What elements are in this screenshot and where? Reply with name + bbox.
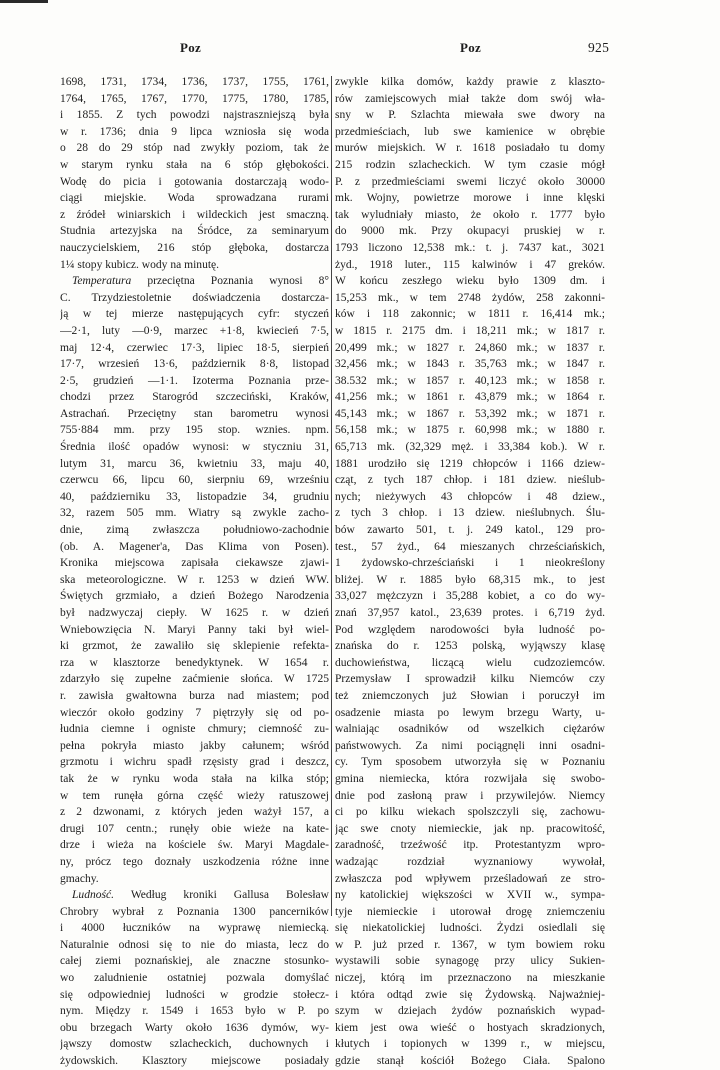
line-text: niczej, którą im przeznaczono na mieszkanie: [335, 972, 605, 985]
text-line: [60, 705, 329, 722]
line-text: sny w P. Szlachta miewała swe dwory na: [335, 109, 605, 122]
line-text: grzmotu i wichru spadł rzęsisty grad i deszcz,: [60, 756, 329, 769]
text-line: [60, 190, 329, 207]
text-line: [60, 273, 329, 290]
text-line: [60, 223, 329, 240]
text-line: [60, 937, 329, 954]
text-line: [335, 1020, 605, 1037]
line-text: cząt, z tych 187 chłop. i 181 dziew. nieślub-: [335, 474, 605, 487]
text-line: [60, 422, 329, 439]
line-text: w 1815 r. 2175 dm. i 18,211 mk.; w 1817 r.: [335, 324, 605, 337]
text-line: [335, 754, 605, 771]
line-text: osadzenie miasta po lewym brzegu Warty, u-: [335, 706, 605, 719]
line-text: P. z przedmieściami swemi liczyć około 30000: [335, 175, 605, 188]
text-line: [335, 655, 605, 672]
text-line: [335, 456, 605, 473]
text-line: [335, 987, 605, 1004]
line-text: Według kroniki Gallusa Bolesław: [130, 889, 329, 902]
line-text: dnie, zimą zwłaszcza południowo-zachodnie: [60, 524, 329, 537]
line-text: gmina niemiecka, która rozwijała się swobo-: [335, 772, 605, 785]
line-text: tak że w rynku woda stała na kilka stóp;: [60, 772, 329, 785]
left-text-column: [60, 74, 329, 1070]
line-text: państwowych. Za nimi pociągnęli inni osadni-: [335, 739, 605, 752]
text-line: [335, 107, 605, 124]
text-line: [335, 539, 605, 556]
line-text: rza w klasztorze benedyktynek. W 1654 r.: [60, 656, 329, 669]
line-text: żydowskich. Klasztory miejscowe posiadały: [60, 1055, 329, 1068]
text-line: [60, 788, 329, 805]
line-text: wieczór około godziny 7 piętrzyły się od po-: [60, 706, 329, 719]
text-line: [335, 290, 605, 307]
text-line: [335, 74, 605, 91]
text-line: [335, 837, 605, 854]
text-line: [60, 389, 329, 406]
line-text: Naturalnie odnosi się to nie do miasta, lecz do: [60, 938, 329, 951]
line-text: Średnia ilość opadów wynosi: w styczniu 31,: [60, 441, 329, 454]
line-text: 1698, 1731, 1734, 1736, 1737, 1755, 1761,: [60, 76, 329, 88]
line-text: nauczycielskiem, 216 stóp głęboka, dostarcza: [60, 241, 329, 254]
line-text: się niekatolickiej ludności. Żydzi osiedlali się: [335, 922, 605, 935]
line-text: ki grzmot, że zawaliło się sklepienie refekta-: [60, 640, 329, 653]
section-lead-word: Temperatura: [72, 275, 132, 288]
text-line: [335, 705, 605, 722]
line-text: Wniebowzięcia N. Maryi Panny taki był wiel-: [60, 623, 329, 636]
line-text: 1¼ stopy kubicz. wody na minutę.: [60, 258, 220, 271]
line-text: tyje niemieckie i utorował drogę zniemczeniu: [335, 905, 605, 918]
text-line: [335, 323, 605, 340]
text-line: [335, 356, 605, 373]
line-text: —2·1, luty —0·9, marzec +1·8, kwiecień 7·5,: [60, 324, 329, 337]
section-lead-word: Ludność.: [72, 889, 115, 902]
text-line: [60, 837, 329, 854]
line-text: żyd., 1918 luter., 115 kalwinów i 47 greków.: [335, 258, 605, 271]
text-line: [335, 970, 605, 987]
text-line: [335, 406, 605, 423]
line-text: drze i wieża na kościele św. Maryi Magdale-: [60, 839, 329, 852]
line-text: 38.532 mk.; w 1857 r. 40,123 mk.; w 1858 r.: [335, 374, 605, 387]
line-text: wo zaludnienie ostatniej pozwala domyślać: [60, 972, 329, 985]
text-line: [335, 572, 605, 589]
text-line: [60, 588, 329, 605]
line-text: z źródeł winiarskich i wildeckich jest smaczną.: [60, 208, 329, 221]
line-text: 215 rodzin szlacheckich. W tym czasie mógł: [335, 158, 605, 171]
text-line: [335, 937, 605, 954]
line-text: duchowieństwa, liczącą wielu cudzoziemców.: [335, 656, 605, 669]
line-text: nych; nieżywych 43 chłopców i 48 dziew.,: [335, 490, 605, 503]
text-line: [60, 74, 329, 91]
text-line: [335, 688, 605, 705]
line-text: do 9000 mk. Przy okupacyi pruskiej w r.: [335, 225, 605, 238]
text-line: [60, 1036, 329, 1053]
scan-edge-mark: [0, 0, 48, 3]
line-text: dnie pod zasłoną praw i przywilejów. Niemcy: [335, 789, 605, 802]
text-line: [60, 356, 329, 373]
line-text: Studnia artezyjska na Śródce, za seminaryum: [60, 225, 329, 238]
line-text: 32, razem 505 mm. Wiatry są zwykle zacho-: [60, 507, 329, 520]
line-text: zaradność, trzeźwość itp. Protestantyzm wpro-: [335, 839, 605, 852]
text-line: [335, 91, 605, 108]
text-line: [60, 605, 329, 622]
line-text: o 28 do 29 stóp nad zwykły poziom, tak że: [60, 142, 329, 155]
text-line: [335, 638, 605, 655]
text-line: [60, 489, 329, 506]
line-text: i która odtąd zwie się Żydowską. Najważniej-: [335, 988, 605, 1001]
line-text: 1881 urodziło się 1219 chłopców i 1166 dziew-: [335, 457, 605, 470]
text-line: [335, 306, 605, 323]
line-text: lutym 31, marcu 36, kwietniu 33, maju 40,: [60, 457, 329, 470]
text-line: [60, 1053, 329, 1070]
text-line: [60, 987, 329, 1004]
text-line: [60, 157, 329, 174]
line-text: zdarzyło się zupełne zaćmienie słońca. W 1725: [60, 673, 329, 686]
line-text: ją w tej mierze następujących cyfr: styczeń: [60, 308, 329, 321]
text-line: [335, 422, 605, 439]
line-text: r. zawisła gwałtowna burza nad miastem; pod: [60, 689, 329, 702]
text-line: [60, 522, 329, 539]
text-line: [335, 821, 605, 838]
text-line: [60, 539, 329, 556]
text-line: [335, 190, 605, 207]
text-line: [335, 622, 605, 639]
line-text: Kronika miejscowa zapisała ciekawsze zjawi-: [60, 557, 329, 570]
text-line: [335, 124, 605, 141]
line-text: zwłaszcza pod wpływem prześladowań ze stro-: [335, 872, 605, 885]
text-line: [335, 257, 605, 274]
text-line: [335, 788, 605, 805]
line-text: 56,158 mk.; w 1875 r. 60,998 mk.; w 1880 r.: [335, 424, 605, 437]
text-line: [60, 207, 329, 224]
line-text: tak wyludniały miasto, że około r. 1777 było: [335, 208, 605, 221]
line-text: nym. Między r. 1549 i 1653 było w P. po: [60, 1005, 329, 1018]
text-line: [335, 223, 605, 240]
text-line: [60, 821, 329, 838]
text-line: [60, 671, 329, 688]
text-line: [335, 671, 605, 688]
line-text: w tem runęła górna część wieży ratuszowej: [60, 789, 329, 802]
text-line: [335, 240, 605, 257]
text-line: [60, 854, 329, 871]
line-text: przeciętna Poznania wynosi 8°: [147, 275, 329, 288]
text-line: [60, 340, 329, 357]
column-divider: [331, 76, 332, 916]
line-text: (ob. A. Magener'a, Das Klima von Posen).: [60, 540, 329, 553]
line-text: z tych 3 chłop. i 13 dziew. nieślubnych. Ślu-: [335, 507, 605, 520]
text-line: [60, 638, 329, 655]
text-line: [335, 1053, 605, 1070]
line-text: 32,456 mk.; w 1843 r. 35,763 mk.; w 1847 r.: [335, 358, 605, 371]
text-line: [335, 489, 605, 506]
line-text: w r. 1736; dnia 9 lipca wzniosła się woda: [60, 125, 329, 138]
text-line: [335, 887, 605, 904]
text-line: [335, 522, 605, 539]
text-line: [60, 140, 329, 157]
line-text: 17·7, wrzesień 13·6, październik 8·8, listopad: [60, 358, 329, 371]
line-text: obu brzegach Warty około 1636 dymów, wy-: [60, 1021, 329, 1034]
line-text: z 2 dzwonami, z których jeden ważył 157, a: [60, 806, 329, 819]
line-text: walniając osadników od wszelkich ciężarów: [335, 723, 605, 736]
line-text: bów zawarto 501, t. j. 249 katol., 129 pro-: [335, 524, 605, 537]
line-text: też zniemczonych już Słowian i poruczył im: [335, 689, 605, 702]
line-text: znań 37,957 katol., 23,639 protes. i 6,719 żyd.: [335, 607, 605, 619]
text-line: [335, 953, 605, 970]
text-line: [60, 406, 329, 423]
line-text: i 4000 łuczników na wyprawę niemiecką.: [60, 922, 329, 935]
line-text: drugi 107 centn.; runęły obie wieże na kate-: [60, 822, 329, 835]
text-line: [60, 688, 329, 705]
line-text: kiem jest owa wieść o hostyach skradzionych,: [335, 1021, 605, 1034]
line-text: wystawili sobie synagogę przy ulicy Sukien-: [335, 955, 605, 968]
text-line: [335, 871, 605, 888]
text-line: [60, 555, 329, 572]
text-line: [60, 439, 329, 456]
line-text: ków i 118 zakonnic; w 1811 r. 16,414 mk.;: [335, 308, 605, 321]
line-text: ny, prócz tego doznały uszkodzenia różne inne: [60, 855, 329, 868]
line-text: i 1855. Z tych powodzi najstraszniejszą była: [60, 109, 329, 122]
line-text: był nadzwyczaj ciepły. W 1625 r. w dzień: [60, 607, 329, 619]
line-text: 2·5, grudzień —1·1. Izoterma Poznania prze-: [60, 374, 329, 387]
line-text: 15,253 mk., w tem 2748 żydów, 258 zakonni-: [335, 291, 605, 304]
text-line: [60, 622, 329, 639]
text-line: [335, 340, 605, 357]
line-text: 33,027 mężczyzn i 35,288 kobiet, a co do wy-: [335, 590, 605, 603]
text-line: [60, 91, 329, 108]
text-line: [60, 754, 329, 771]
line-text: ska meteorologiczne. W r. 1253 w dzień WW.: [60, 573, 329, 586]
text-line: [60, 1003, 329, 1020]
text-line: [335, 439, 605, 456]
text-line: [335, 1036, 605, 1053]
line-text: w starym rynku stała na 6 stóp głębokości.: [60, 158, 329, 171]
line-text: 65,713 mk. (32,329 męż. i 33,384 kob.). W r.: [335, 441, 605, 454]
line-text: 20,499 mk.; w 1827 r. 24,860 mk.; w 1837 r.: [335, 341, 605, 354]
line-text: bliżej. W r. 1885 było 68,315 mk., to jest: [335, 573, 605, 586]
text-line: [60, 323, 329, 340]
text-line: [335, 157, 605, 174]
text-line: [60, 920, 329, 937]
line-text: ciągi miejskie. Woda sprowadzana rurami: [60, 192, 329, 205]
line-text: jąc swe cnoty niemieckie, jak np. pracowitość,: [335, 822, 605, 835]
line-text: test., 57 żyd., 64 mieszanych chrześciańskich,: [335, 540, 605, 553]
line-text: jąwszy domostw szlacheckich, duchownych i: [60, 1038, 329, 1051]
text-line: [335, 174, 605, 191]
line-text: 41,256 mk.; w 1861 r. 43,879 mk.; w 1864 r.: [335, 391, 605, 404]
text-line: [335, 588, 605, 605]
line-text: pełna pokryła miasto jakby całunem; wśród: [60, 739, 329, 752]
running-head-left: Poz: [180, 40, 202, 55]
text-line: [60, 970, 329, 987]
text-line: [60, 107, 329, 124]
line-text: murów miejskich. W r. 1618 posiadało tu domy: [335, 142, 605, 155]
text-line: [335, 771, 605, 788]
text-line: [335, 207, 605, 224]
text-line: [60, 505, 329, 522]
line-text: się odpowiedniej ludności w grodzie stołecz-: [60, 988, 329, 1001]
text-line: [60, 953, 329, 970]
line-text: zwykle kilka domów, każdy prawie z klaszto-: [335, 76, 605, 88]
text-line: [335, 1003, 605, 1020]
line-text: szym w dziejach żydów poznańskich wypad-: [335, 1005, 605, 1018]
line-text: 755·884 mm. przy 195 stop. wznies. npm.: [60, 424, 329, 437]
page-number: 925: [588, 40, 610, 55]
line-text: cy. Tym sposobem utworzyła się w Poznaniu: [335, 756, 605, 769]
line-text: przedmieściach, lub swe kamienice w obrębie: [335, 125, 605, 138]
line-text: mk. Wojny, powietrze morowe i inne klęski: [335, 192, 605, 205]
text-line: [60, 456, 329, 473]
line-text: Wodę do picia i gotowania dostarczają wodo-: [60, 175, 329, 188]
line-text: czerwcu 66, lipcu 60, sierpniu 69, wrześniu: [60, 474, 329, 487]
line-text: chodzi przez Starogród szczeciński, Kraków,: [60, 391, 329, 404]
text-line: [335, 721, 605, 738]
line-text: Chrobry wybrał z Poznania 1300 pancerników: [60, 905, 329, 918]
text-line: [60, 655, 329, 672]
line-text: W końcu zeszłego wieku było 1309 dm. i: [335, 275, 605, 288]
text-line: [335, 140, 605, 157]
line-text: Przemysław I sprowadził kilku Niemców czy: [335, 673, 605, 686]
line-text: w P. już przed r. 1367, w tym bowiem roku: [335, 938, 605, 951]
line-text: gdzie stanął kościół Bożego Ciała. Spalono: [335, 1055, 605, 1068]
text-line: [335, 854, 605, 871]
line-text: całej ziemi poznańskiej, ale znaczne stosunko-: [60, 955, 329, 968]
text-line: [335, 605, 605, 622]
text-line: [60, 373, 329, 390]
line-text: 1793 liczono 12,538 mk.: t. j. 7437 kat., 3021: [335, 241, 605, 254]
text-line: [335, 738, 605, 755]
text-line: [335, 555, 605, 572]
running-head-center: Poz: [460, 40, 482, 55]
text-line: [335, 904, 605, 921]
line-text: gmachy.: [60, 872, 99, 885]
text-line: [60, 174, 329, 191]
text-line: [335, 920, 605, 937]
text-line: [60, 240, 329, 257]
line-text: kłutych i topionych w 1399 r., w miejscu,: [335, 1038, 605, 1051]
text-line: [335, 373, 605, 390]
line-text: łudnia ciemne i ogniste chmury; ciemność zu-: [60, 723, 329, 736]
text-line: [60, 290, 329, 307]
text-line: [335, 389, 605, 406]
line-text: Astrachań. Przeciętny stan barometru wynosi: [60, 407, 329, 420]
text-line: [60, 472, 329, 489]
line-text: 1764, 1765, 1767, 1770, 1775, 1780, 1785,: [60, 92, 329, 105]
text-line: [60, 771, 329, 788]
text-line: [60, 124, 329, 141]
text-line: [60, 738, 329, 755]
text-line: [60, 871, 329, 888]
right-text-column: [335, 74, 605, 1070]
text-line: [60, 257, 329, 274]
text-line: [335, 472, 605, 489]
text-line: [335, 273, 605, 290]
line-text: wadzając rozdział wyznaniowy wywołał,: [335, 855, 605, 868]
text-line: [335, 505, 605, 522]
text-line: [60, 306, 329, 323]
line-text: maj 12·4, czerwiec 17·3, lipiec 18·5, sierpień: [60, 341, 329, 354]
text-line: [335, 804, 605, 821]
line-text: ny katolickiej większości w XVII w., sympa-: [335, 889, 605, 902]
line-text: Pod względem narodowości była ludność po-: [335, 623, 605, 636]
text-line: [60, 721, 329, 738]
line-text: C. Trzydziestoletnie doświadczenia dostarcza-: [60, 291, 329, 304]
text-line: [60, 572, 329, 589]
text-line: [60, 1020, 329, 1037]
line-text: rów zamiejscowych miał także dom swój wła-: [335, 92, 605, 105]
line-text: 1 żydowsko-chrześciański i 1 nieokreślony: [335, 557, 605, 570]
line-text: ci po kilku wiekach spolszczyli się, zachowu-: [335, 806, 605, 819]
text-line: [60, 804, 329, 821]
text-line: [60, 887, 329, 904]
line-text: 45,143 mk.; w 1867 r. 53,392 mk.; w 1871 r.: [335, 407, 605, 420]
text-line: [60, 904, 329, 921]
line-text: znańska do r. 1253 polską, wyjąwszy klasę: [335, 640, 605, 653]
line-text: 40, październiku 33, listopadzie 34, grudniu: [60, 490, 329, 503]
line-text: Świętych grzmiało, a dzień Bożego Narodzenia: [60, 590, 329, 603]
